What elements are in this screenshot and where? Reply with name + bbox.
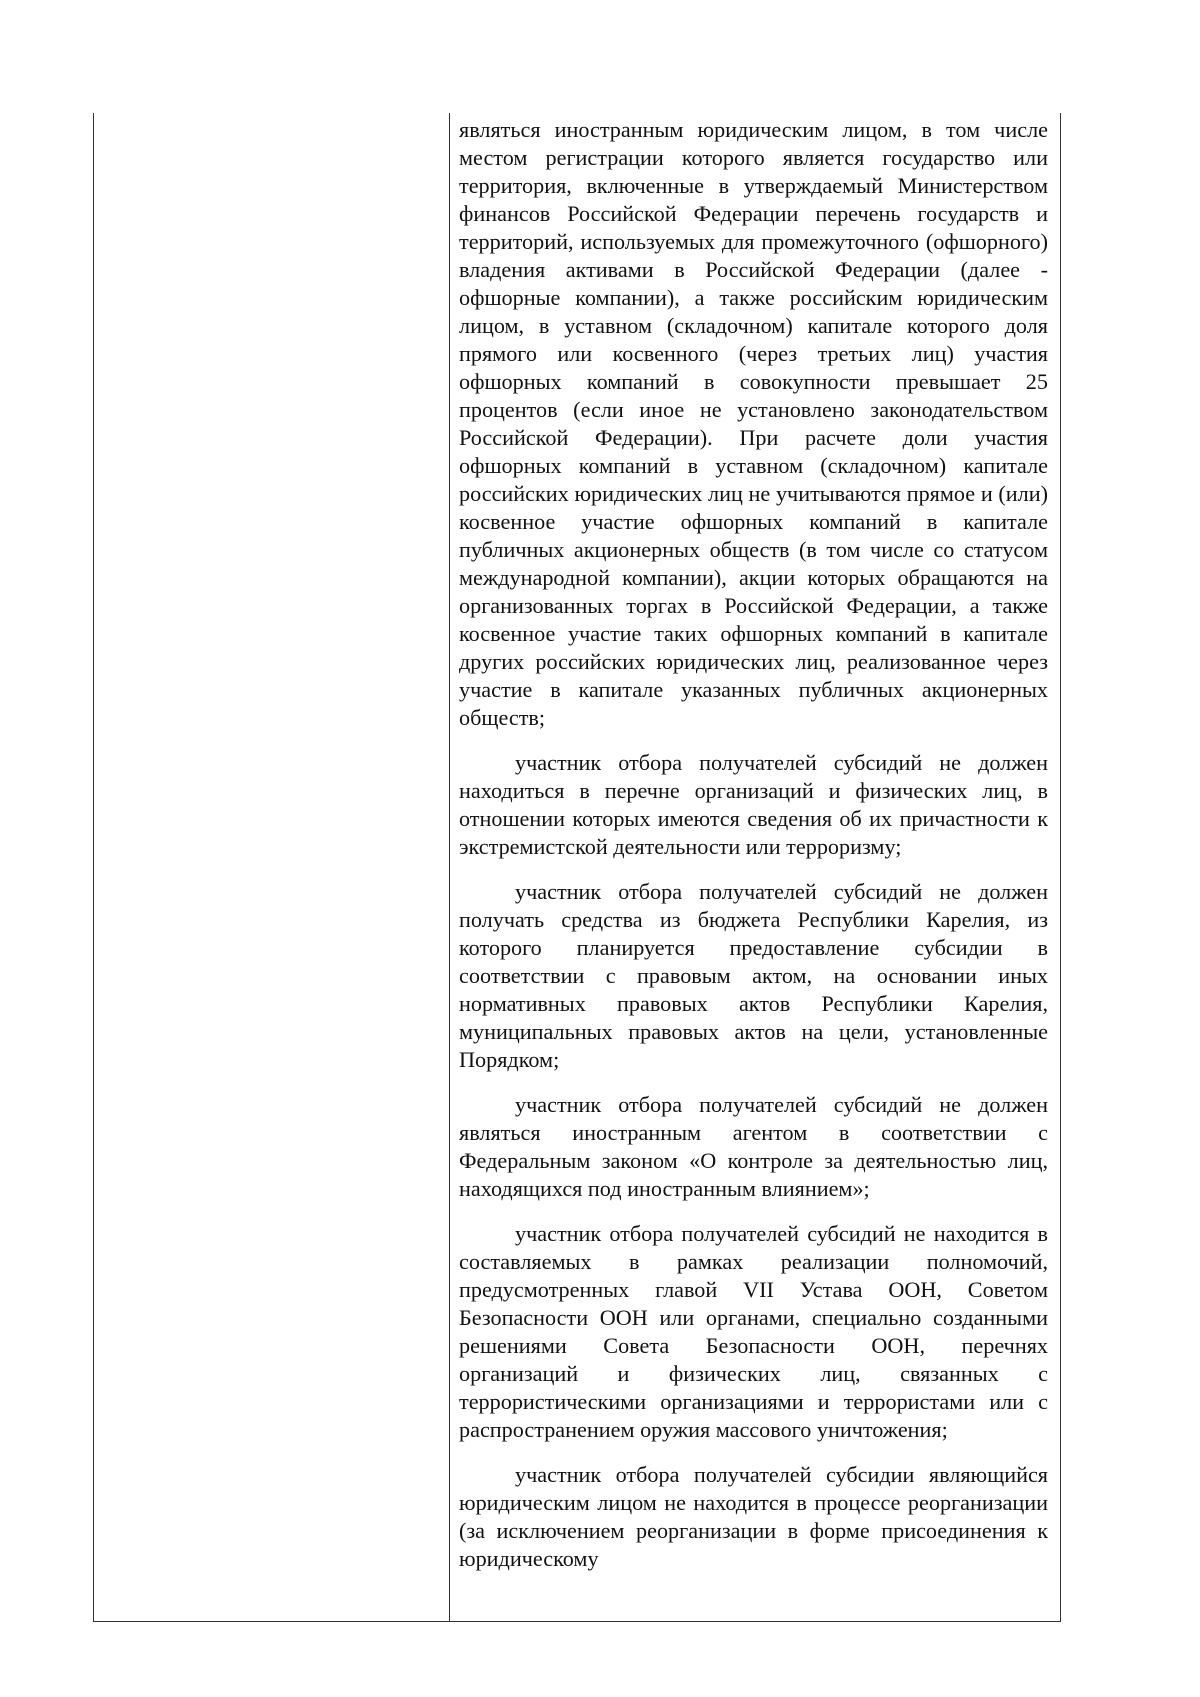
left-column-cell [94, 113, 449, 1621]
right-column-cell [459, 116, 1048, 1590]
paragraph-offshore-companies: являться иностранным юридическим лицом, в том числе местом регистрации которого является государство или территория, включенные в утверждаемый Министерством финансов Российской Федерации перечень государств и территорий, используемых для промежуточного (офшорного) владения активами в Российской Федерации (далее - офшорные компании), а также российским юридическим лицом, в уставном (складочном) капитале которого доля прямого или косвенного (через третьих лиц) участия офшорных компаний в совокупности превышает 25 процентов (если иное не установлено законодательством Российской Федерации). При расчете доли участия офшорных компаний в уставном (складочном) капитале российских юридических лиц не учитываются прямое и (или) косвенное участие офшорных компаний в капитале публичных акционерных обществ (в том числе со статусом международной компании), акции которых обращаются на организованных торгах в Российской Федерации, а также косвенное участие таких офшорных компаний в капитале других российских юридических лиц, реализованное через участие в капитале указанных публичных акционерных обществ; [459, 117, 1048, 730]
paragraph-foreign-agent: участник отбора получателей субсидий не должен являться иностранным агентом в соответствии с Федеральным законом «О контроле за деятельностью лиц, находящихся под иностранным влиянием»; [459, 1092, 1048, 1201]
document-table [93, 113, 1061, 1622]
paragraph-reorganization: участник отбора получателей субсидии являющийся юридическим лицом не находится в процессе реорганизации (за исключением реорганизации в форме присоединения к юридическому [459, 1462, 1048, 1571]
paragraph-un-sanctions: участник отбора получателей субсидий не находится в составляемых в рамках реализации полномочий, предусмотренных главой VII Устава ООН, Советом Безопасности ООН или органами, специально созданными решениями Совета Безопасности ООН, перечнях организаций и физических лиц, связанных с террористическими организациями и террористами или с распространением оружия массового уничтожения; [459, 1221, 1048, 1442]
paragraph-budget-funds: участник отбора получателей субсидий не должен получать средства из бюджета Республики Карелия, из которого планируется предоставление субсидии в соответствии с правовым актом, на основании иных нормативных правовых актов Республики Карелия, муниципальных правовых актов на цели, установленные Порядком; [459, 879, 1048, 1072]
column-divider [449, 113, 450, 1621]
paragraph-extremism-list: участник отбора получателей субсидий не должен находиться в перечне организаций и физических лиц, в отношении которых имеются сведения об их причастности к экстремистской деятельности или терроризму; [459, 750, 1048, 859]
